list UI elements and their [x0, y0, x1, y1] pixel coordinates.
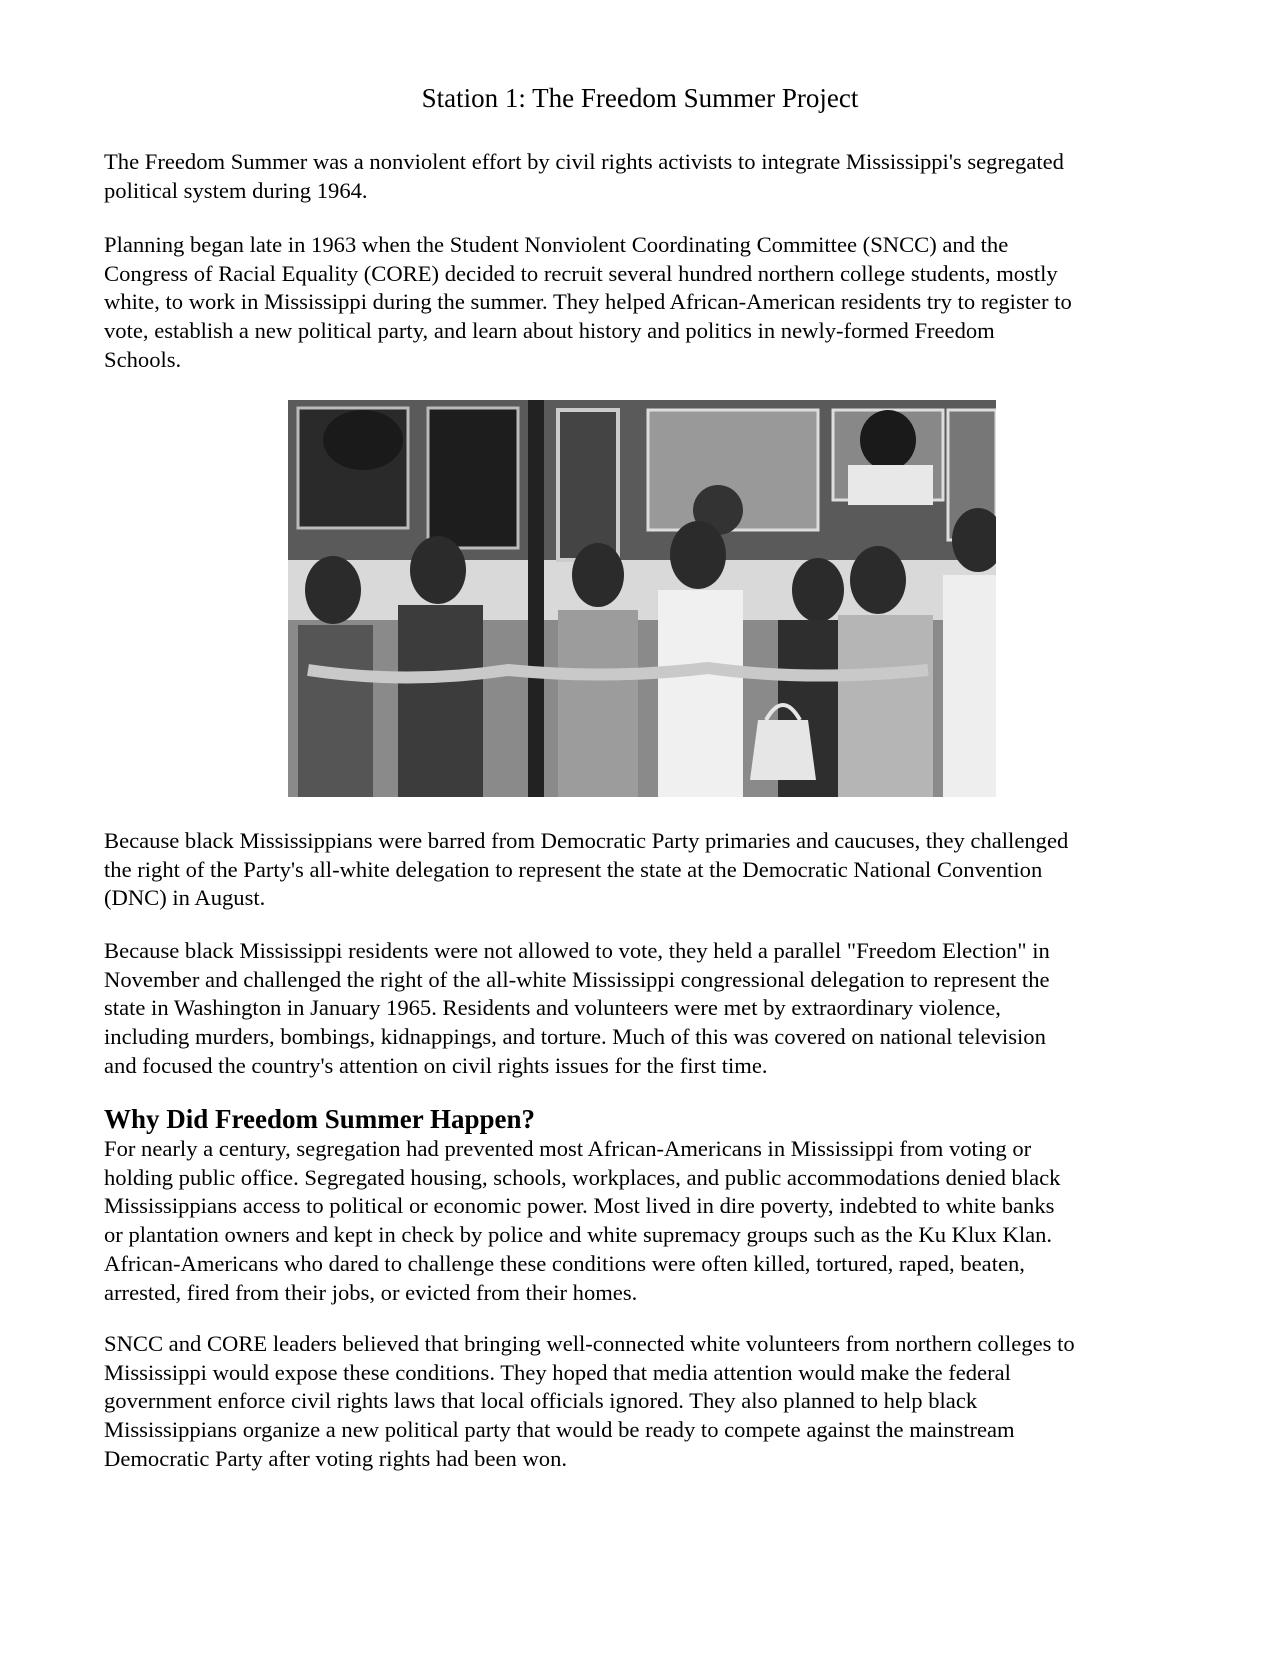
intro-paragraph: The Freedom Summer was a nonviolent effort by civil rights activists to integrate Mississippi's segregated political system during 1964. [104, 149, 1064, 203]
section-heading: Why Did Freedom Summer Happen? [104, 1104, 536, 1134]
planning-paragraph: Planning began late in 1963 when the Student Nonviolent Coordinating Committee (SNCC) and the Congress of Racial Equality (CORE) decided to recruit several hundred northern college students, mostly white, to work in Mississippi during the summer. They helped African-American residents try to register to vote, establish a new political party, and learn about history and politics in newly-formed Freedom Schools. [104, 232, 1072, 372]
dnc-paragraph: Because black Mississippians were barred from Democratic Party primaries and caucuses, they challenged the right of the Party's all-white delegation to represent the state at the Democratic National Convention (DNC) in August. [104, 828, 1069, 911]
page-title: Station 1: The Freedom Summer Project [421, 83, 859, 113]
why-paragraph-2: SNCC and CORE leaders believed that bringing well-connected white volunteers from northern colleges to Mississippi would expose these conditions. They hoped that media attention would make the federal government enforce civil rights laws that local officials ignored. They also planned to help black Mississippians organize a new political party that would be ready to compete against the mainstream Democratic Party after voting rights had been won. [104, 1331, 1075, 1471]
freedom-election-paragraph: Because black Mississippi residents were not allowed to vote, they held a parallel "Freedom Election" in November and challenged the right of the all-white Mississippi congressional delegation to represent the state in Washington in January 1965. Residents and volunteers were met by extraordinary violence, including murders, bombings, kidnappings, and torture. Much of this was covered on national television and focused the country's attention on civil rights issues for the first time. [104, 938, 1050, 1078]
freedom-summer-photo [288, 400, 996, 797]
why-paragraph-1: For nearly a century, segregation had prevented most African-Americans in Mississippi from voting or holding public office. Segregated housing, schools, workplaces, and public accommodations denied black Mississippians access to political or economic power. Most lived in dire poverty, indebted to white banks or plantation owners and kept in check by police and white supremacy groups such as the Ku Klux Klan. African-Americans who dared to challenge these conditions were often killed, tortured, raped, beaten, arrested, fired from their jobs, or evicted from their homes. [104, 1136, 1061, 1305]
